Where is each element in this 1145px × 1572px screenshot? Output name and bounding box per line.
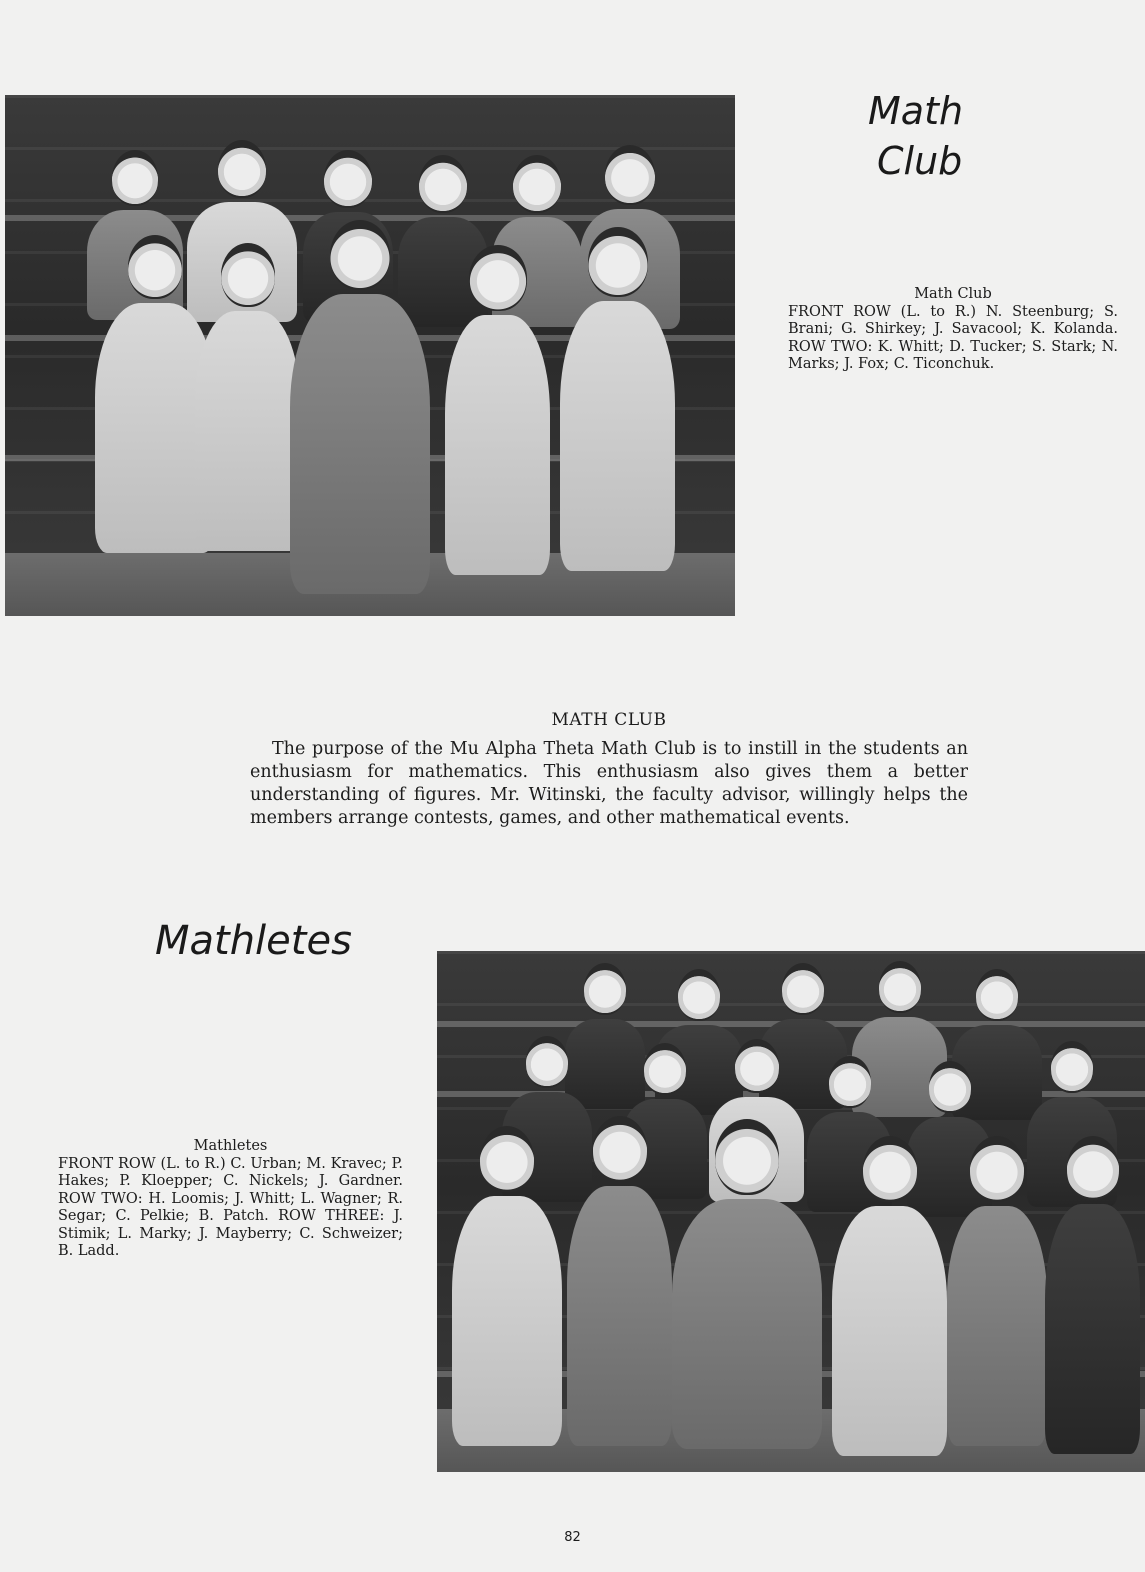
student-figure: [195, 243, 300, 551]
student-figure: [445, 245, 550, 575]
article-heading: MATH CLUB: [551, 710, 667, 730]
student-figure: [290, 220, 430, 594]
math-club-title: [868, 86, 963, 186]
mathletes-caption-text: FRONT ROW (L. to R.) C. Urban; M. Kravec; P. Hakes; P. Kloepper; C. Nickels; J. Gardner. ROW TWO: H. Loomis; J. Whitt; L. Wagner; R. Segar; C. Pelkie; B. Patch. ROW THREE: J. Stimik; L. Marky; J. Mayberry; C. Schweizer; B. Ladd.: [58, 1155, 403, 1259]
student-figure: [452, 1126, 562, 1446]
student-figure: [567, 1116, 672, 1446]
math-club-article: [250, 710, 968, 830]
math-club-caption-text: FRONT ROW (L. to R.) N. Steenburg; S. Brani; G. Shirkey; J. Savacool; K. Kolanda. ROW TWO: K. Whitt; D. Tucker; S. Stark; N. Marks; J. Fox; C. Ticonchuk.: [788, 303, 1118, 372]
mathletes-caption-heading: Mathletes: [193, 1138, 268, 1154]
math-club-caption-heading: Math Club: [914, 286, 992, 302]
article-body: The purpose of the Mu Alpha Theta Math Club is to instill in the students an enthusiasm for mathematics. This enthusiasm also gives them a better understanding of figures. Mr. Witinski, the faculty advisor, willingly helps the members arrange contests, games, and other mathematical events.: [250, 739, 968, 828]
student-figure: [1045, 1136, 1140, 1454]
mathletes-caption: [58, 1138, 403, 1261]
math-club-title-line2: Club: [877, 139, 963, 183]
student-figure: [947, 1136, 1047, 1446]
student-figure: [560, 227, 675, 571]
student-figure: [672, 1119, 822, 1449]
mathletes-group-photo: [437, 951, 1145, 1472]
math-club-caption: [788, 286, 1118, 374]
math-club-group-photo: [5, 95, 735, 616]
mathletes-title: Mathletes: [155, 918, 352, 964]
student-figure: [832, 1136, 947, 1456]
page-number: 82: [564, 1530, 581, 1545]
math-club-title-line1: Math: [868, 89, 964, 133]
